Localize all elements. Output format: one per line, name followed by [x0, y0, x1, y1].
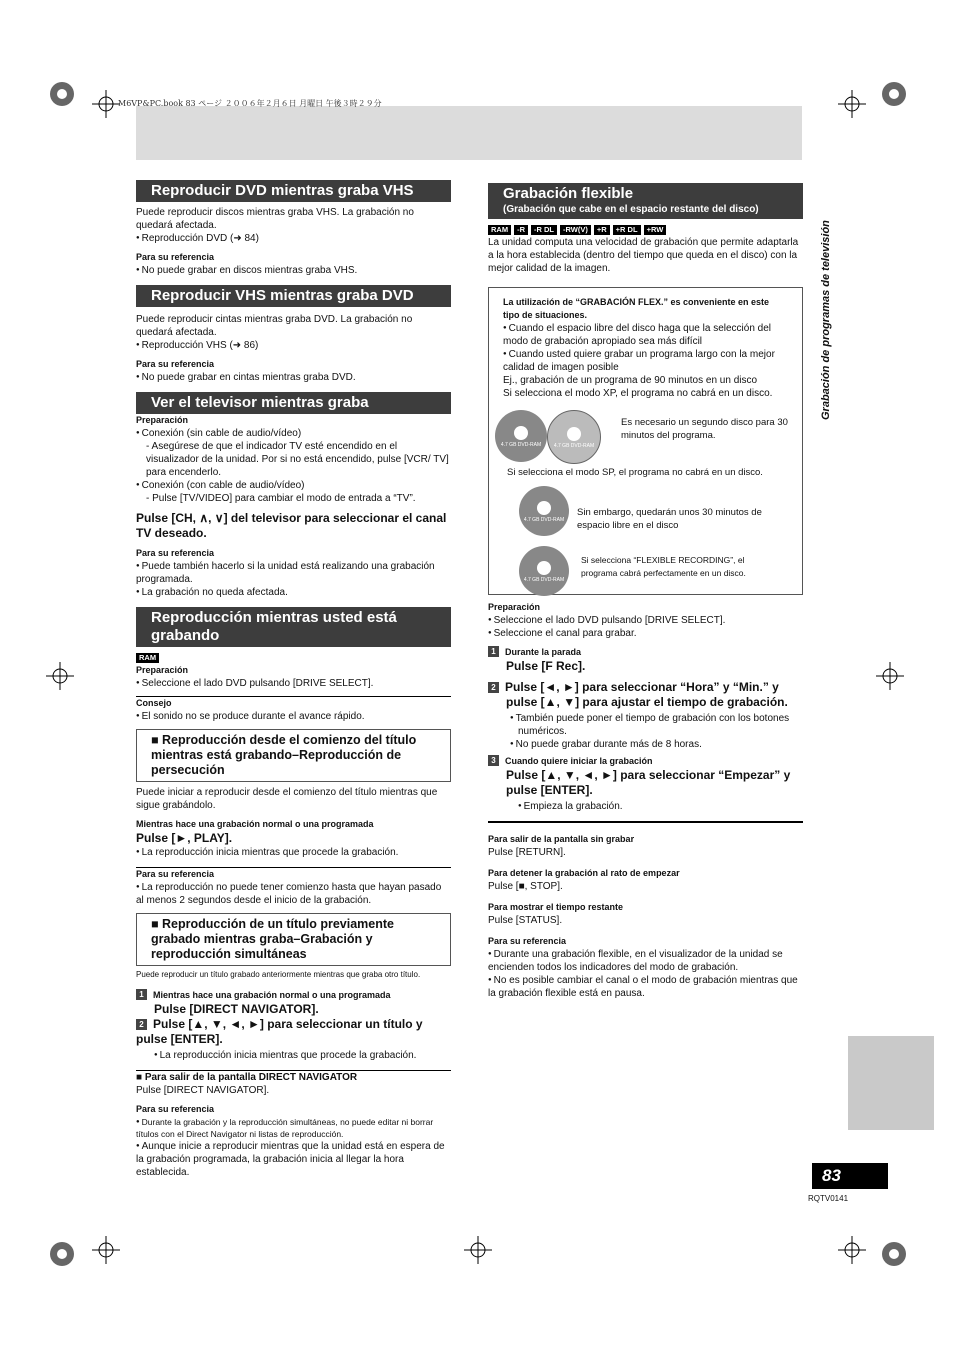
- crosshair-icon: [876, 662, 904, 690]
- bullet-item: ● Seleccione el canal para grabar.: [488, 627, 803, 640]
- disc-badge: -R: [514, 225, 528, 235]
- crosshair-icon: [92, 90, 120, 118]
- section-title: Reproducir VHS mientras graba DVD: [136, 285, 451, 307]
- dvd-ram-disc-icon: 4.7 GB DVD-RAM: [519, 486, 569, 536]
- bullet-item: ● Puede también hacerlo si la unidad está realizando una grabación programada.: [136, 560, 451, 586]
- flex-note: Si selecciona “FLEXIBLE RECORDING”, el programa cabrá perfectamente en un disco.: [581, 555, 746, 578]
- example-text: Ej., grabación de un programa de 90 minutos en un disco: [503, 375, 758, 386]
- bullet-item: ● Empieza la grabación.: [488, 800, 803, 813]
- registration-mark-icon: [880, 1240, 908, 1268]
- ref-label: Para su referencia: [136, 1104, 215, 1114]
- disc-badge: RAM: [136, 653, 159, 663]
- step-number: 2: [488, 682, 499, 693]
- example-box: [488, 287, 803, 595]
- step-sublabel: Durante la parada: [505, 647, 582, 657]
- ref-label: Para su referencia: [136, 359, 215, 369]
- bullet-item: ● Cuando el espacio libre del disco haga que la selección del modo de grabación apropiado sea más difícil: [503, 322, 788, 348]
- example-text: Si selecciona el modo XP, el programa no cabrá en un disco.: [503, 388, 773, 399]
- step-instruction: Pulse [►, PLAY].: [136, 831, 233, 845]
- body-text: Puede reproducir discos mientras graba VHS. La grabación no quedará afectada.: [136, 207, 414, 231]
- crosshair-icon: [92, 1236, 120, 1264]
- registration-mark-icon: [880, 80, 908, 108]
- step-number: 1: [136, 989, 147, 1000]
- body-text: Puede reproducir cintas mientras graba DVD. La grabación no quedará afectada.: [136, 314, 413, 338]
- tip-label: Consejo: [136, 698, 172, 708]
- bullet-item: ● Conexión (sin cable de audio/vídeo): [136, 427, 451, 440]
- step-instruction: Pulse [CH, ∧, ∨] del televisor para seleccionar el canal TV deseado.: [136, 511, 447, 540]
- section-title: Reproducir DVD mientras graba VHS: [136, 180, 451, 202]
- exit-label: ■ Para salir de la pantalla DIRECT NAVIGATOR: [136, 1072, 358, 1083]
- disc-badge: -RW(V): [560, 225, 591, 235]
- section-title: Grabación flexible: [503, 185, 634, 202]
- step-sublabel: Mientras hace una grabación normal o una programada: [153, 990, 391, 1000]
- example-text: Si selecciona el modo SP, el programa no cabrá en un disco.: [507, 467, 763, 478]
- prep-label: Preparación: [136, 415, 189, 425]
- status-label: Para mostrar el tiempo restante: [488, 902, 624, 912]
- page-code: RQTV0141: [808, 1194, 849, 1203]
- body-text: Pulse [RETURN].: [488, 847, 566, 858]
- disc-badge: -R DL: [531, 225, 557, 235]
- step-number: 2: [136, 1019, 147, 1030]
- step-instruction: Pulse [F Rec].: [506, 659, 586, 673]
- step-instruction: Pulse [▲, ▼, ◄, ►] para seleccionar “Empezar” y pulse [ENTER].: [506, 768, 791, 797]
- body-text: Pulse [DIRECT NAVIGATOR].: [136, 1085, 270, 1096]
- header-band: [136, 106, 802, 160]
- print-header: M6VP&PC.book 83 ページ ２００６年２月６日 月曜日 午後３時２９分: [118, 99, 382, 108]
- bullet-item: ● Cuando usted quiere grabar un programa largo con la mejor calidad de imagen posible: [503, 348, 788, 374]
- disc-badge: +R DL: [613, 225, 641, 235]
- crosshair-icon: [46, 662, 74, 690]
- registration-mark-icon: [48, 80, 76, 108]
- dash-item: - Pulse [TV/VIDEO] para cambiar el modo de entrada a “TV”.: [146, 493, 416, 504]
- bullet-item: ● No puede grabar durante más de 8 horas.: [488, 738, 803, 751]
- right-column: [488, 183, 803, 1000]
- ref-label: Para su referencia: [136, 252, 215, 262]
- side-tab: [848, 1036, 934, 1130]
- disc-badge: +R: [594, 225, 610, 235]
- disc-badge: +RW: [644, 225, 667, 235]
- bullet-item: ● El sonido no se produce durante el avance rápido.: [136, 710, 451, 723]
- step-number: 1: [488, 646, 499, 657]
- crosshair-icon: [838, 90, 866, 118]
- ref-label: Para su referencia: [488, 936, 567, 946]
- crosshair-icon: [838, 1236, 866, 1264]
- sp-note: Sin embargo, quedarán unos 30 minutos de espacio libre en el disco: [577, 507, 762, 531]
- prep-label: Preparación: [488, 602, 541, 612]
- bullet-item: ● Seleccione el lado DVD pulsando [DRIVE SELECT].: [488, 614, 803, 627]
- bullet-item: ● La grabación no queda afectada.: [136, 586, 451, 599]
- side-section-title: [820, 180, 842, 420]
- bullet-item: ● La reproducción inicia mientras que procede la grabación.: [136, 846, 451, 859]
- bullet-item: ● Durante una grabación flexible, en el visualizador de la unidad se encienden todos los indicadores del modo de grabación.: [488, 948, 803, 974]
- left-column: [136, 180, 451, 1179]
- page-number: 83: [812, 1163, 888, 1189]
- bullet-item: ● Reproducción DVD (➜ 84): [136, 232, 451, 245]
- step-sublabel: Cuando quiere iniciar la grabación: [505, 756, 653, 766]
- xp-note: Es necesario un segundo disco para 30 minutos del programa.: [621, 417, 788, 441]
- dvd-ram-disc-icon: 4.7 GB DVD-RAM: [519, 546, 569, 596]
- bullet-item: ● La reproducción inicia mientras que procede la grabación.: [136, 1049, 451, 1062]
- bullet-item: ● Conexión (con cable de audio/vídeo): [136, 479, 451, 492]
- bullet-item: ● Aunque inicie a reproducir mientras que la unidad está en espera de la grabación programada, la grabación inicia al llegar la hora establecida.: [136, 1140, 451, 1179]
- prep-label: Preparación: [136, 665, 189, 675]
- section-title: Ver el televisor mientras graba: [136, 392, 451, 414]
- step-instruction: Pulse [DIRECT NAVIGATOR].: [154, 1002, 319, 1016]
- disc-badge: RAM: [488, 225, 511, 235]
- box-heading: La utilización de “GRABACIÓN FLEX.” es conveniente en este tipo de situaciones.: [503, 297, 770, 320]
- section-title-block: [488, 183, 803, 219]
- step-number: 3: [488, 755, 499, 766]
- section-subtitle: (Grabación que cabe en el espacio restante del disco): [503, 204, 759, 215]
- step-instruction: Pulse [▲, ▼, ◄, ►] para seleccionar un título y pulse [ENTER].: [136, 1017, 423, 1046]
- bullet-item: ● No puede grabar en discos mientras graba VHS.: [136, 264, 451, 277]
- bullet-item: ● También puede poner el tiempo de grabación con los botones numéricos.: [488, 712, 803, 738]
- stop-label: Para detener la grabación al rato de empezar: [488, 868, 680, 878]
- disc-badges: [488, 223, 803, 236]
- body-text: La unidad computa una velocidad de grabación que permite adaptarla a la hora establecida (dentro del tiempo que queda en el disco) con la mejor calidad de la imagen.: [488, 237, 799, 274]
- dash-item: - Asegúrese de que el indicador TV esté encendido en el visualizador de la unidad. Por si no está encendido, pulse [VCR/ TV] para encenderlo.: [146, 441, 449, 478]
- bullet-item: ● Durante la grabación y la reproducción simultáneas, no puede editar ni borrar títulos con el Direct Navigator ni listas de reproducción.: [136, 1116, 451, 1140]
- step-instruction: Pulse [◄, ►] para seleccionar “Hora” y “Min.” y pulse [▲, ▼] para ajustar el tiempo de grabación.: [505, 680, 788, 709]
- exit-label: Para salir de la pantalla sin grabar: [488, 834, 635, 844]
- section-title: Reproducción mientras usted está grabando: [136, 607, 451, 647]
- crosshair-icon: [464, 1236, 492, 1264]
- registration-mark-icon: [48, 1240, 76, 1268]
- bullet-item: ● La reproducción no puede tener comienzo hasta que hayan pasado al menos 2 segundos desde el inicio de la grabación.: [136, 881, 451, 907]
- bullet-item: ● No puede grabar en cintas mientras graba DVD.: [136, 371, 451, 384]
- dvd-ram-disc-icon: 4.7 GB DVD-RAM: [495, 410, 547, 462]
- body-text: Pulse [■, STOP].: [488, 881, 563, 892]
- side-title-text: Grabación de programas de televisión: [820, 220, 832, 420]
- bullet-item: ● Seleccione el lado DVD pulsando [DRIVE SELECT].: [136, 677, 451, 690]
- bullet-item: ● Reproducción VHS (➜ 86): [136, 339, 451, 352]
- ref-label: Para su referencia: [136, 548, 215, 558]
- bullet-item: ● No es posible cambiar el canal o el modo de grabación mientras que la grabación flexible está en pausa.: [488, 974, 803, 1000]
- dvd-ram-disc-icon: 4.7 GB DVD-RAM: [547, 410, 601, 464]
- subsection-box: ■ Reproducción de un título previamente grabado mientras graba–Grabación y reproducción simultáneas: [136, 913, 451, 966]
- ref-label: Para su referencia: [136, 869, 215, 879]
- subsection-box: ■ Reproducción desde el comienzo del título mientras está grabando–Reproducción de persecución: [136, 729, 451, 782]
- body-text: Puede reproducir un título grabado anteriormente mientras que graba otro título.: [136, 970, 421, 979]
- body-text: Pulse [STATUS].: [488, 915, 563, 926]
- step-sublabel: Mientras hace una grabación normal o una programada: [136, 819, 374, 829]
- body-text: Puede iniciar a reproducir desde el comienzo del título mientras que sigue grabándolo.: [136, 787, 438, 811]
